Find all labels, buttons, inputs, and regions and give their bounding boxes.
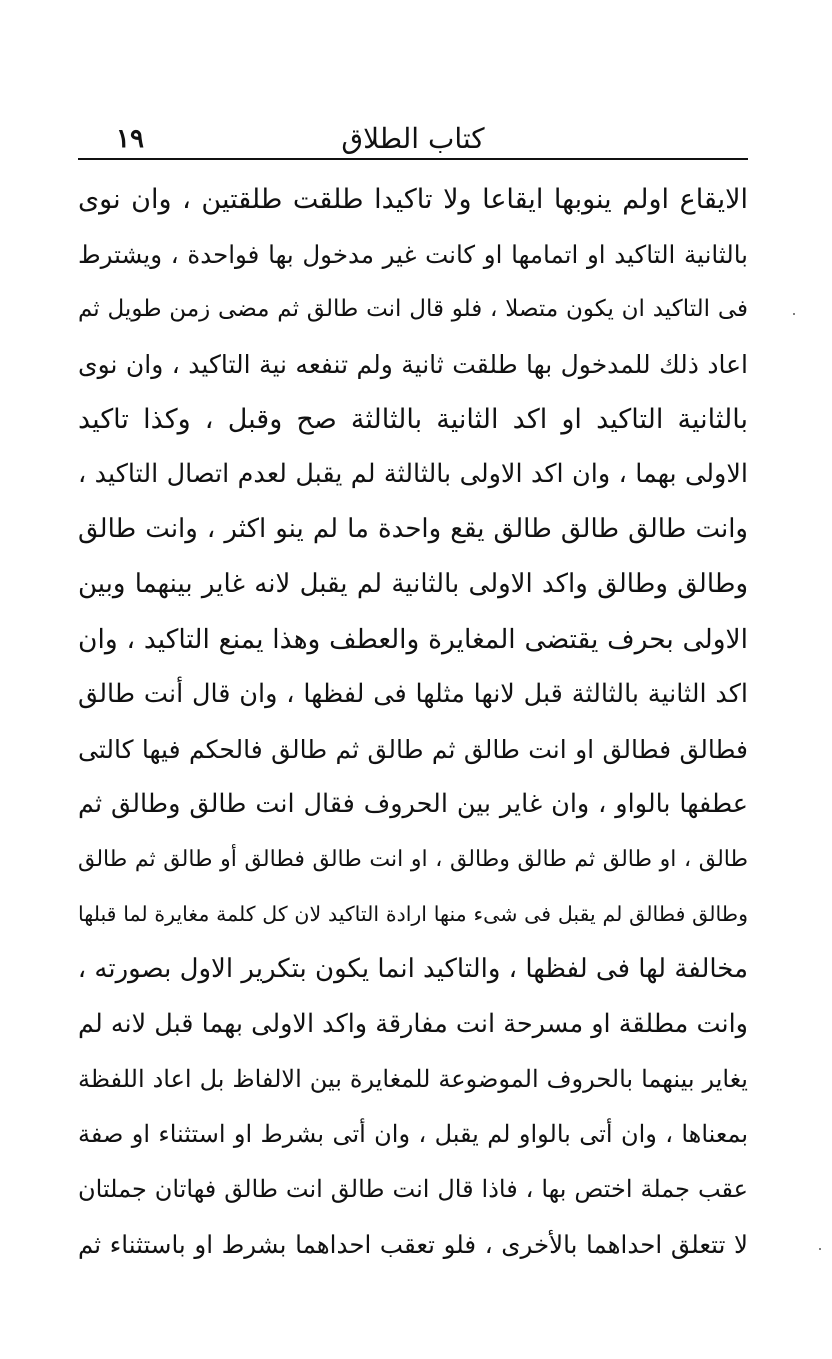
text-line-2: بالثانية التاكيد او اتمامها او كانت غير مدخول بها فواحدة ، ويشترط: [78, 240, 748, 269]
header-rule: [78, 158, 748, 160]
page-number: ١٩: [116, 124, 144, 154]
page-header: [78, 118, 748, 160]
text-line-13: طالق ، او طالق ثم طالق وطالق ، او انت طالق فطالق أو طالق ثم طالق: [78, 847, 748, 872]
scan-speck: [819, 1248, 821, 1250]
text-line-17: يغاير بينهما بالحروف الموضوعة للمغايرة بين الالفاظ بل اعاد اللفظة: [78, 1065, 748, 1093]
text-line-15: مخالفة لها فى لفظها ، والتاكيد انما يكون بتكرير الاول بصورته ،: [78, 954, 748, 984]
text-line-12: عطفها بالواو ، وان غاير بين الحروف فقال انت طالق وطالق ثم: [78, 789, 748, 819]
scan-speck: [793, 313, 795, 315]
text-line-14: وطالق فطالق لم يقبل فى شىء منها ارادة التاكيد لان كل كلمة مغايرة لما قبلها: [78, 902, 748, 926]
text-line-8: وطالق وطالق واكد الاولى بالثانية لم يقبل لانه غاير بينهما وبين: [78, 569, 748, 599]
text-line-11: فطالق فطالق او انت طالق ثم طالق ثم طالق فالحكم فيها كالتى: [78, 735, 748, 764]
text-line-20: لا تتعلق احداهما بالأخرى ، فلو تعقب احداهما بشرط او باستثناء ثم: [78, 1230, 748, 1259]
running-title: كتاب الطلاق: [341, 122, 485, 155]
body-text: [78, 172, 748, 1272]
text-line-16: وانت مطلقة او مسرحة انت مفارقة واكد الاولى بهما قبل لانه لم: [78, 1009, 748, 1039]
text-line-9: الاولى بحرف يقتضى المغايرة والعطف وهذا يمنع التاكيد ، وان: [78, 624, 748, 655]
text-line-4: اعاد ذلك للمدخول بها طلقت ثانية ولم تنفعه نية التاكيد ، وان نوى: [78, 350, 748, 379]
text-line-18: بمعناها ، وان أتى بالواو لم يقبل ، وان أتى بشرط او استثناء او صفة: [78, 1120, 748, 1148]
text-line-6: الاولى بهما ، وان اكد الاولى بالثالثة لم يقبل لعدم اتصال التاكيد ،: [78, 459, 748, 489]
text-line-10: اكد الثانية بالثالثة قبل لانها مثلها فى لفظها ، وان قال أنت طالق: [78, 679, 748, 709]
text-line-7: وانت طالق طالق طالق يقع واحدة ما لم ينو اكثر ، وانت طالق: [78, 514, 748, 544]
text-line-19: عقب جملة اختص بها ، فاذا قال انت طالق انت طالق فهاتان جملتان: [78, 1175, 748, 1203]
text-line-3: فى التاكيد ان يكون متصلا ، فلو قال انت طالق ثم مضى زمن طويل ثم: [78, 296, 748, 322]
text-line-5: بالثانية التاكيد او اكد الثانية بالثالثة صح وقبل ، وكذا تاكيد: [78, 404, 748, 435]
text-line-1: الايقاع اولم ينوبها ايقاعا ولا تاكيدا طلقت طلقتين ، وان نوى: [78, 184, 748, 215]
